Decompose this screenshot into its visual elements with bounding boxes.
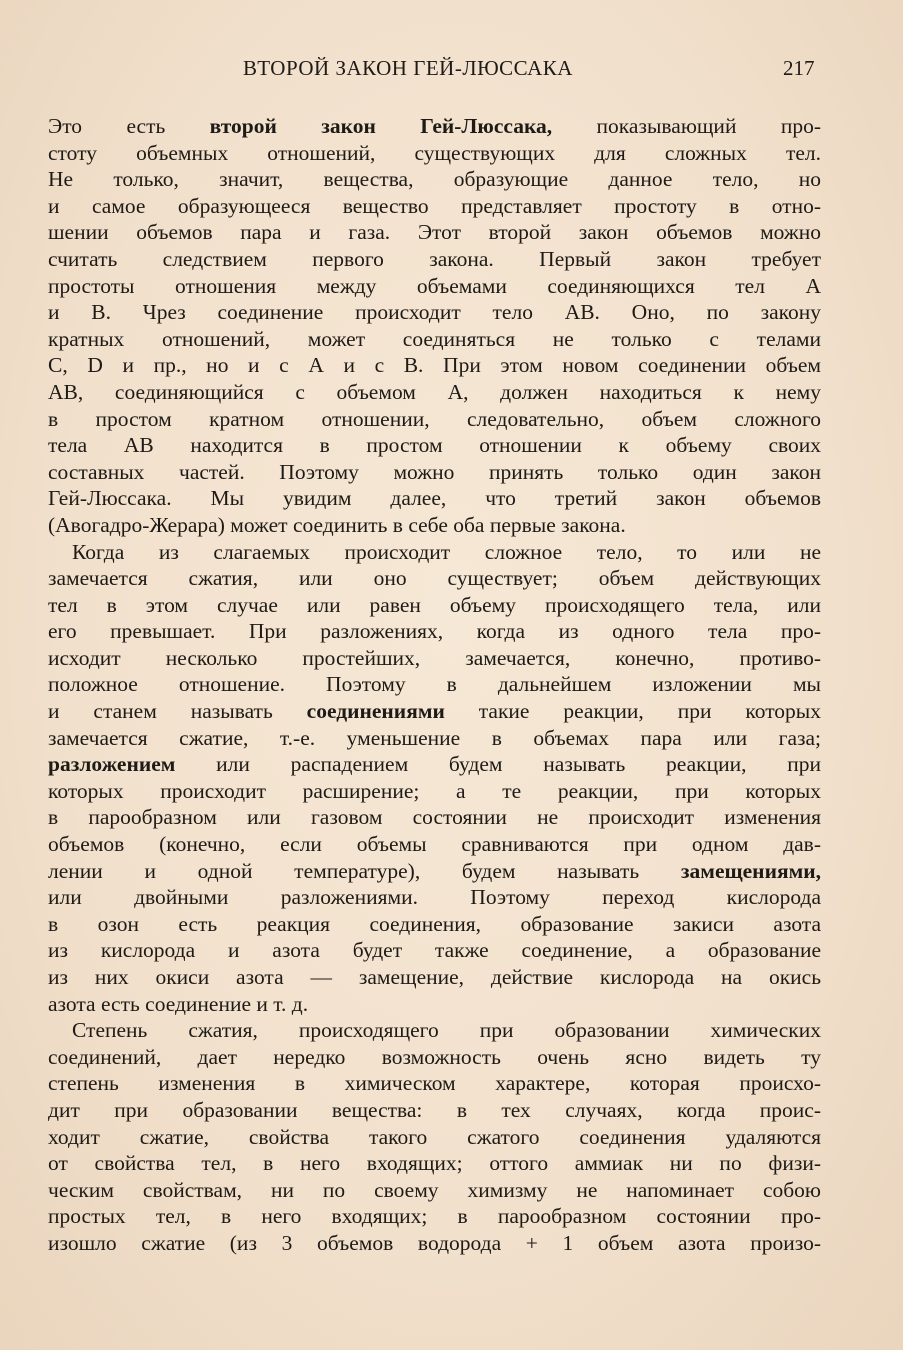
text-line xyxy=(48,645,821,672)
text-run: и В. Чрез соединение происходит тело АВ. Оно, по закону xyxy=(48,300,821,325)
text-run: Это есть xyxy=(48,114,210,138)
text-run: дит при образовании вещества: в тех случаях, когда проис- xyxy=(48,1097,821,1122)
text-line xyxy=(48,671,821,698)
text-line xyxy=(48,299,821,326)
text-line xyxy=(48,459,821,486)
text-run: Не только, значит, вещества, образующие данное тело, но xyxy=(48,167,821,192)
text-line xyxy=(48,698,821,725)
text-run: лении и одной температуре), будем называть xyxy=(48,858,681,883)
text-run: или двойными разложениями. Поэтому переход кислорода xyxy=(48,885,821,910)
text-line xyxy=(48,166,821,193)
text-line xyxy=(48,1230,821,1257)
text-line xyxy=(48,831,821,858)
text-run: объемов (конечно, если объемы сравниваются при одном дав- xyxy=(48,832,821,857)
text-line xyxy=(48,725,821,752)
text-run: шении объемов пара и газа. Этот второй закон объемов можно xyxy=(48,220,821,245)
text-run: которых происходит расширение; а те реакции, при которых xyxy=(48,778,821,803)
text-line xyxy=(48,804,821,831)
text-run: или распадением будем называть реакции, при xyxy=(175,752,821,777)
text-line xyxy=(48,352,821,379)
text-line xyxy=(48,1070,821,1097)
text-line xyxy=(48,246,821,273)
text-line xyxy=(48,432,821,459)
text-run: С, D и пр., но и с А и с В. При этом новом соединении объем xyxy=(48,353,821,378)
text-run: Степень сжатия, происходящего при образовании химических xyxy=(72,1018,821,1043)
text-run: из кислорода и азота будет также соединение, а образование xyxy=(48,938,821,963)
text-run: такие реакции, при которых xyxy=(444,699,821,724)
text-run: тел в этом случае или равен объему происходящего тела, или xyxy=(48,592,821,617)
running-header xyxy=(0,56,903,86)
text-run: составных частей. Поэтому можно принять только один закон xyxy=(48,459,821,484)
running-title: ВТОРОЙ ЗАКОН ГЕЙ-ЛЮССАКА xyxy=(243,56,573,80)
text-line xyxy=(48,1150,821,1177)
text-line xyxy=(48,1097,821,1124)
text-line xyxy=(48,406,821,433)
text-line xyxy=(48,964,821,991)
text-run: АВ, соединяющийся с объемом А, должен находиться к нему xyxy=(48,379,821,404)
text-run: (Авогадро-Жерара) может соединить в себе оба первые закона. xyxy=(48,512,626,537)
text-line xyxy=(48,379,821,406)
text-run: в парообразном или газовом состоянии не происходит изменения xyxy=(48,805,821,830)
text-line xyxy=(48,273,821,300)
text-run: простых тел, в него входящих; в парообразном состоянии про- xyxy=(48,1204,821,1229)
text-run: показывающий про- xyxy=(552,114,821,138)
text-run: изошло сжатие (из 3 объемов водорода + 1 объем азота произо- xyxy=(48,1230,821,1255)
text-line xyxy=(48,937,821,964)
text-run: замечается сжатия, или оно существует; объем действующих xyxy=(48,566,821,591)
text-line xyxy=(48,1044,821,1071)
text-line xyxy=(48,592,821,619)
text-run: простоты отношения между объемами соединяющихся тел А xyxy=(48,273,821,298)
text-line xyxy=(48,512,821,539)
text-run: соединений, дает нередко возможность очень ясно видеть ту xyxy=(48,1044,821,1069)
text-run: кратных отношений, может соединяться не только с телами xyxy=(48,326,821,351)
text-run: азота есть соединение и т. д. xyxy=(48,991,309,1016)
text-run: ходит сжатие, свойства такого сжатого соединения удаляются xyxy=(48,1124,821,1149)
text-run: степень изменения в химическом характере, которая происхо- xyxy=(48,1071,821,1096)
page-number: 217 xyxy=(783,56,815,80)
bold-term: второй закон Гей-Люссака, xyxy=(209,114,553,138)
text-line xyxy=(48,485,821,512)
text-line xyxy=(48,539,821,566)
text-line xyxy=(48,326,821,353)
text-line xyxy=(48,565,821,592)
text-run: в простом кратном отношении, следовательно, объем сложного xyxy=(48,406,821,431)
text-run: замечается сжатие, т.-е. уменьшение в объемах пара или газа; xyxy=(48,725,821,750)
text-line xyxy=(48,1017,821,1044)
text-line xyxy=(48,991,821,1018)
text-run: его превышает. При разложениях, когда из одного тела про- xyxy=(48,619,821,644)
text-line xyxy=(48,911,821,938)
bold-term: соединениями xyxy=(306,699,445,724)
text-run: из них окиси азота — замещение, действие кислорода на окись xyxy=(48,965,821,989)
text-line xyxy=(48,618,821,645)
text-run: и станем называть xyxy=(48,699,307,724)
text-run: ческим свойствам, ни по своему химизму не напоминает собою xyxy=(48,1177,821,1202)
text-line xyxy=(48,858,821,885)
text-run: стоту объемных отношений, существующих для сложных тел. xyxy=(48,140,821,165)
text-run: и самое образующееся вещество представляет простоту в отно- xyxy=(48,193,821,218)
text-run: Когда из слагаемых происходит сложное тело, то или не xyxy=(72,539,821,564)
text-line xyxy=(48,113,821,140)
bold-term: замещениями, xyxy=(680,858,821,883)
text-line xyxy=(48,778,821,805)
text-line xyxy=(48,1177,821,1204)
text-run: Гей-Люссака. Мы увидим далее, что третий закон объемов xyxy=(48,486,821,511)
body-text xyxy=(48,113,821,1257)
text-line xyxy=(48,193,821,220)
text-line xyxy=(48,1124,821,1151)
text-run: тела АВ находится в простом отношении к объему своих xyxy=(48,433,821,458)
text-line xyxy=(48,1203,821,1230)
text-run: от свойства тел, в него входящих; оттого аммиак ни по физи- xyxy=(48,1151,821,1176)
text-line xyxy=(48,219,821,246)
text-run: положное отношение. Поэтому в дальнейшем изложении мы xyxy=(48,672,821,697)
bold-term: разложением xyxy=(48,752,176,777)
text-line xyxy=(48,884,821,911)
text-line xyxy=(48,751,821,778)
text-run: считать следствием первого закона. Первый закон требует xyxy=(48,246,821,271)
text-line xyxy=(48,140,821,167)
text-run: в озон есть реакция соединения, образование закиси азота xyxy=(48,911,821,936)
text-run: исходит несколько простейших, замечается, конечно, противо- xyxy=(48,645,821,670)
